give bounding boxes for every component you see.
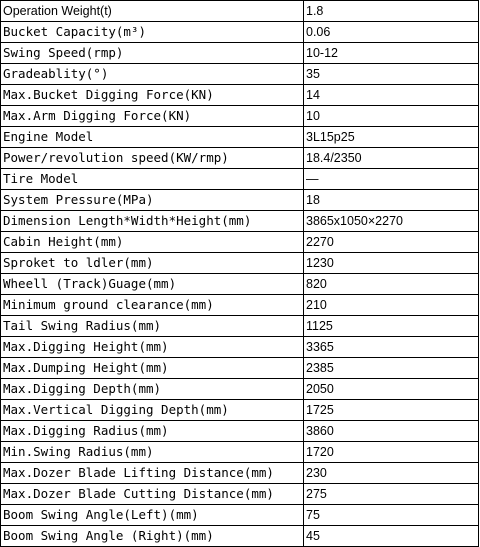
table-row [1, 316, 479, 337]
spec-label: Wheell (Track)Guage(mm) [1, 274, 304, 295]
table-row [1, 295, 479, 316]
spec-value: 45 [304, 526, 479, 547]
table-row [1, 505, 479, 526]
spec-label: Max.Dumping Height(mm) [1, 358, 304, 379]
table-row [1, 169, 479, 190]
spec-label: Max.Digging Height(mm) [1, 337, 304, 358]
spec-value: 1720 [304, 442, 479, 463]
spec-label: Max.Arm Digging Force(KN) [1, 106, 304, 127]
table-row [1, 232, 479, 253]
spec-value: 14 [304, 85, 479, 106]
spec-label: Max.Vertical Digging Depth(mm) [1, 400, 304, 421]
spec-label: Operation Weight(t) [1, 1, 304, 22]
spec-label: Tail Swing Radius(mm) [1, 316, 304, 337]
table-row [1, 421, 479, 442]
spec-value: 2385 [304, 358, 479, 379]
table-row [1, 190, 479, 211]
spec-label: Max.Digging Depth(mm) [1, 379, 304, 400]
spec-value: 820 [304, 274, 479, 295]
table-row [1, 484, 479, 505]
spec-label: Cabin Height(mm) [1, 232, 304, 253]
spec-label: Boom Swing Angle (Right)(mm) [1, 526, 304, 547]
spec-value: 75 [304, 505, 479, 526]
table-row [1, 379, 479, 400]
spec-table-body [1, 1, 479, 547]
table-row [1, 85, 479, 106]
spec-value: 2050 [304, 379, 479, 400]
table-row [1, 106, 479, 127]
spec-value: 1725 [304, 400, 479, 421]
spec-value: 10-12 [304, 43, 479, 64]
spec-value: 3365 [304, 337, 479, 358]
table-row [1, 148, 479, 169]
table-row [1, 274, 479, 295]
table-row [1, 1, 479, 22]
spec-value: 2270 [304, 232, 479, 253]
spec-label: Swing Speed(rmp) [1, 43, 304, 64]
spec-value: 1125 [304, 316, 479, 337]
spec-label: Gradeablity(°) [1, 64, 304, 85]
table-row [1, 127, 479, 148]
spec-label: Minimum ground clearance(mm) [1, 295, 304, 316]
spec-label: Max.Dozer Blade Lifting Distance(mm) [1, 463, 304, 484]
spec-label: Max.Bucket Digging Force(KN) [1, 85, 304, 106]
spec-value: 3L15p25 [304, 127, 479, 148]
spec-value: 210 [304, 295, 479, 316]
table-row [1, 337, 479, 358]
table-row [1, 22, 479, 43]
spec-label: Tire Model [1, 169, 304, 190]
spec-label: Min.Swing Radius(mm) [1, 442, 304, 463]
spec-value: 18.4/2350 [304, 148, 479, 169]
spec-value: 275 [304, 484, 479, 505]
table-row [1, 463, 479, 484]
table-row [1, 526, 479, 547]
table-row [1, 358, 479, 379]
spec-value: 1230 [304, 253, 479, 274]
spec-label: Power/revolution speed(KW/rmp) [1, 148, 304, 169]
table-row [1, 253, 479, 274]
spec-label: System Pressure(MPa) [1, 190, 304, 211]
spec-value: 1.8 [304, 1, 479, 22]
spec-value: 3865x1050×2270 [304, 211, 479, 232]
spec-value: 18 [304, 190, 479, 211]
spec-label: Engine Model [1, 127, 304, 148]
table-row [1, 64, 479, 85]
spec-label: Max.Dozer Blade Cutting Distance(mm) [1, 484, 304, 505]
spec-value: — [304, 169, 479, 190]
spec-label: Boom Swing Angle(Left)(mm) [1, 505, 304, 526]
spec-label: Bucket Capacity(m³) [1, 22, 304, 43]
table-row [1, 211, 479, 232]
spec-value: 0.06 [304, 22, 479, 43]
table-row [1, 400, 479, 421]
spec-value: 230 [304, 463, 479, 484]
spec-value: 3860 [304, 421, 479, 442]
table-row [1, 43, 479, 64]
spec-label: Max.Digging Radius(mm) [1, 421, 304, 442]
spec-label: Sproket to ldler(mm) [1, 253, 304, 274]
spec-value: 10 [304, 106, 479, 127]
spec-label: Dimension Length*Width*Height(mm) [1, 211, 304, 232]
spec-value: 35 [304, 64, 479, 85]
table-row [1, 442, 479, 463]
